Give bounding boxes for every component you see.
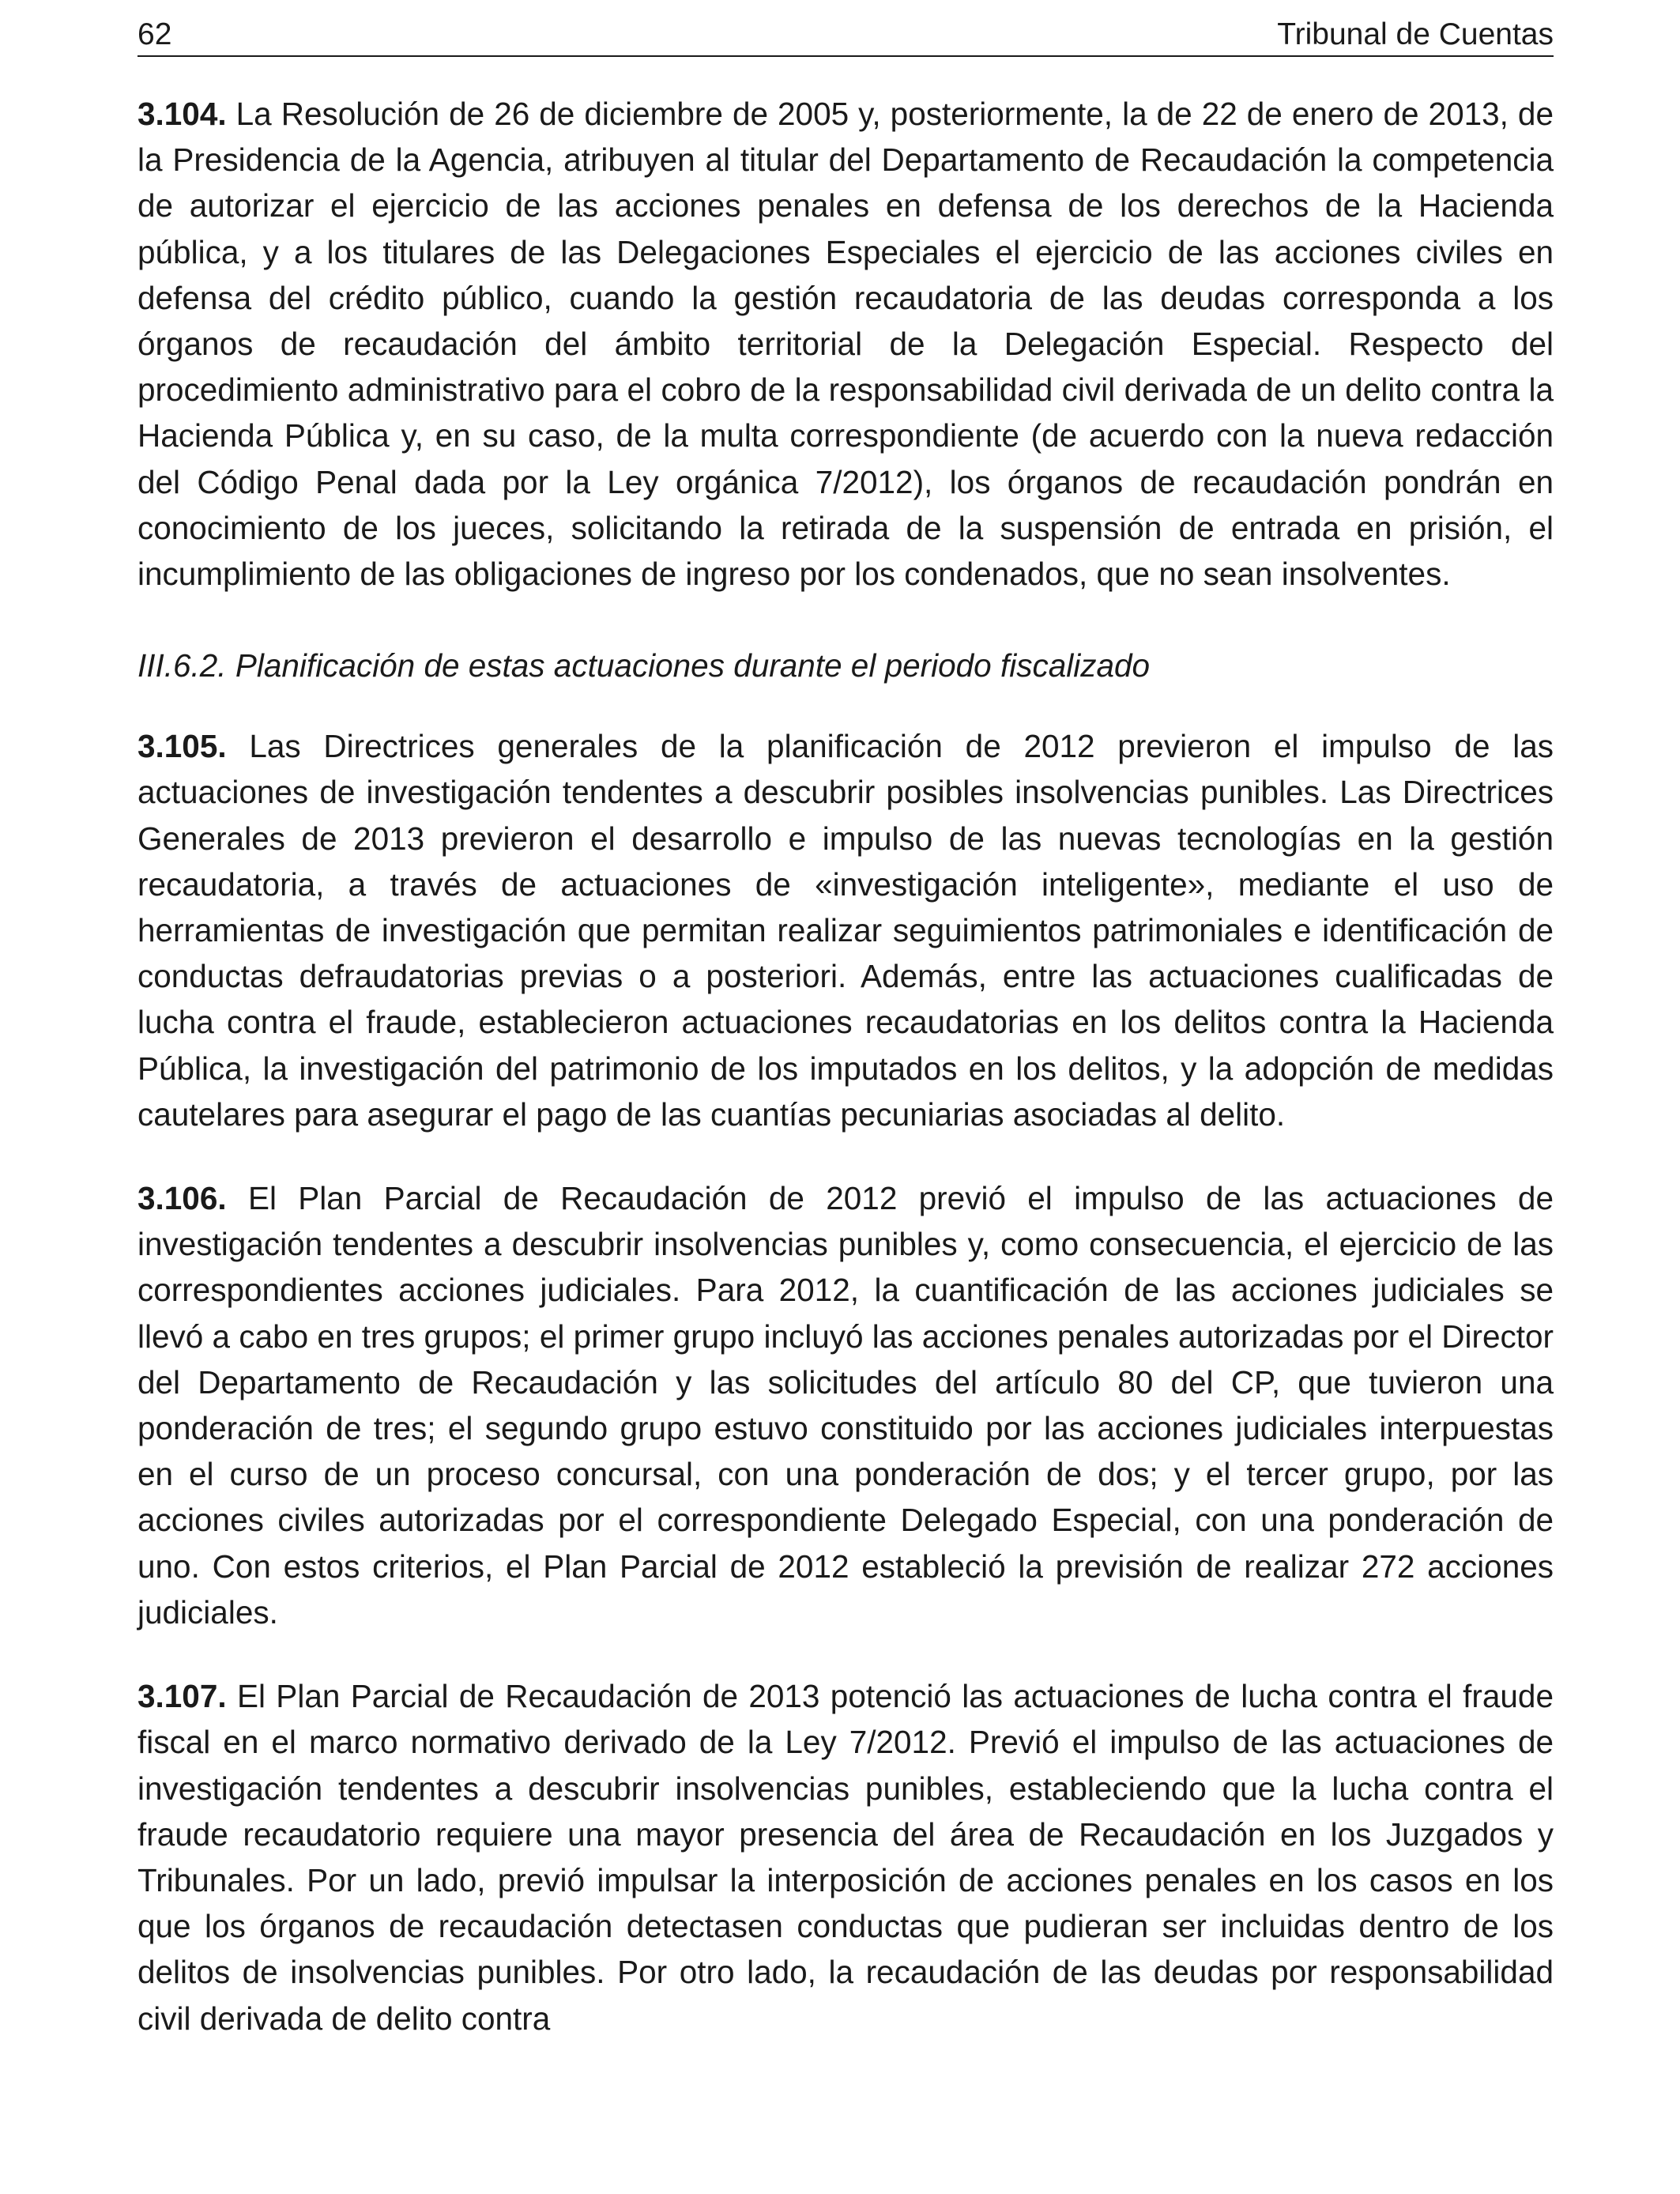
paragraph-3-104 — [137, 91, 1554, 597]
paragraph-3-105 — [137, 723, 1554, 1137]
paragraph-number: 3.106. — [137, 1180, 227, 1217]
paragraph-text: El Plan Parcial de Recaudación de 2013 potenció las actuaciones de lucha contra el fraude fiscal en el marco normativo derivado de la Ley 7/2012. Previó el impulso de las actuaciones de investigación tendentes a descubrir insolvencias punibles, estableciendo que la lucha contra el fraude recaudatorio requiere una mayor presencia del área de Recaudación en los Juzgados y Tribunales. Por un lado, previó impulsar la interposición de acciones penales en los casos en los que los órganos de recaudación detectasen conductas que pudieran ser incluidas dentro de los delitos de insolvencias punibles. Por otro lado, la recaudación de las deudas por responsabilidad civil derivada de delito contra — [137, 1678, 1554, 2037]
paragraph-3-106 — [137, 1175, 1554, 1635]
paragraph-text: Las Directrices generales de la planificación de 2012 previeron el impulso de las actuaciones de investigación tendentes a descubrir posibles insolvencias punibles. Las Directrices Generales de 2013 previeron el desarrollo e impulso de las nuevas tecnologías en la gestión recaudatoria, a través de actuaciones de «investigación inteligente», mediante el uso de herramientas de investigación que permitan realizar seguimientos patrimoniales e identificación de conductas defraudatorias previas o a posteriori. Además, entre las actuaciones cualificadas de lucha contra el fraude, establecieron actuaciones recaudatorias en los delitos contra la Hacienda Pública, la investigación del patrimonio de los imputados en los delitos, y la adopción de medidas cautelares para asegurar el pago de las cuantías pecuniarias asociadas al delito. — [137, 728, 1554, 1133]
page-number: 62 — [137, 17, 172, 51]
page-header — [137, 14, 1554, 57]
paragraph-3-107 — [137, 1673, 1554, 2041]
paragraph-text: La Resolución de 26 de diciembre de 2005 y, posteriormente, la de 22 de enero de 2013, de la Presidencia de la Agencia, atribuyen al titular del Departamento de Recaudación la competencia de autorizar el ejercicio de las acciones penales en defensa de los derechos de la Hacienda pública, y a los titulares de las Delegaciones Especiales el ejercicio de las acciones civiles en defensa del crédito público, cuando la gestión recaudatoria de las deudas corresponda a los órganos de recaudación del ámbito territorial de la Delegación Especial. Respecto del procedimiento administrativo para el cobro de la responsabilidad civil derivada de un delito contra la Hacienda Pública y, en su caso, de la multa correspondiente (de acuerdo con la nueva redacción del Código Penal dada por la Ley orgánica 7/2012), los órganos de recaudación pondrán en conocimiento de los jueces, solicitando la retirada de la suspensión de entrada en prisión, el incumplimiento de las obligaciones de ingreso por los condenados, que no sean insolventes. — [137, 96, 1554, 593]
paragraph-number: 3.107. — [137, 1678, 227, 1715]
section-heading: III.6.2. Planificación de estas actuaciones durante el periodo fiscalizado — [137, 647, 1151, 684]
document-body — [137, 91, 1554, 2079]
document-title: Tribunal de Cuentas — [1277, 17, 1554, 51]
document-page — [137, 0, 1554, 2194]
paragraph-text: El Plan Parcial de Recaudación de 2012 previó el impulso de las actuaciones de investigación tendentes a descubrir insolvencias punibles y, como consecuencia, el ejercicio de las correspondientes acciones judiciales. Para 2012, la cuantificación de las acciones judiciales se llevó a cabo en tres grupos; el primer grupo incluyó las acciones penales autorizadas por el Director del Departamento de Recaudación y las solicitudes del artículo 80 del CP, que tuvieron una ponderación de tres; el segundo grupo estuvo constituido por las acciones judiciales interpuestas en el curso de un proceso concursal, con una ponderación de dos; y el tercer grupo, por las acciones civiles autorizadas por el correspondiente Delegado Especial, con una ponderación de uno. Con estos criterios, el Plan Parcial de 2012 estableció la previsión de realizar 272 acciones judiciales. — [137, 1180, 1554, 1630]
paragraph-number: 3.104. — [137, 96, 227, 132]
paragraph-number: 3.105. — [137, 728, 227, 765]
